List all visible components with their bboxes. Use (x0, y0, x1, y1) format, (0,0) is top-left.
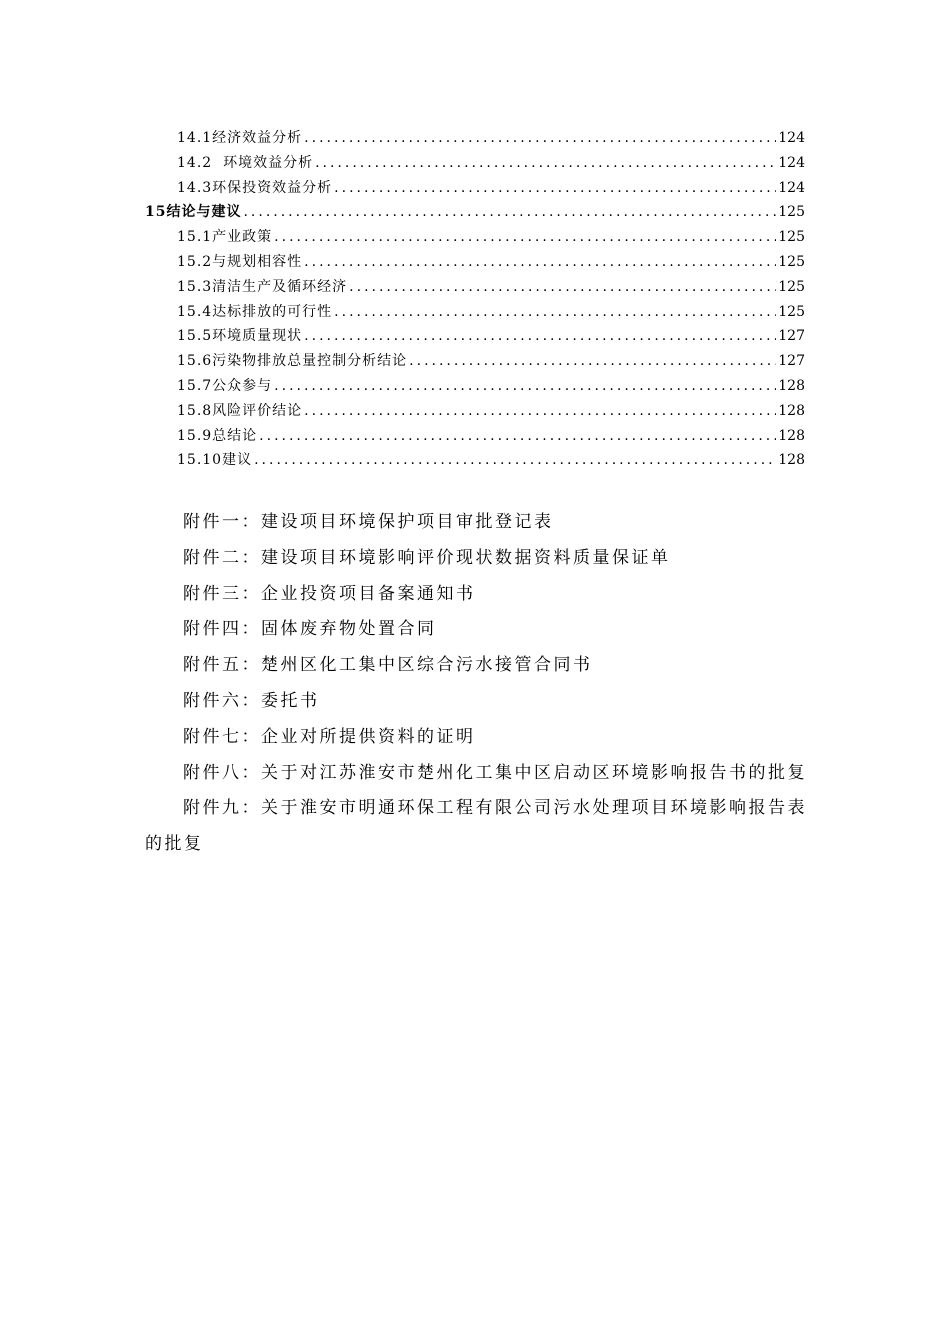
attachment-7: 附件七：企业对所提供资料的证明 (183, 726, 476, 747)
toc-entry-15-2[interactable] (145, 250, 805, 275)
toc-entry-label: 15结论与建议 (145, 204, 242, 221)
toc-page-number: 125 (778, 204, 805, 221)
toc-dot-leader (315, 151, 776, 176)
attachment-6: 附件六：委托书 (183, 690, 320, 711)
toc-page-number: 128 (778, 402, 805, 419)
attachment-1: 附件一：建设项目环境保护项目审批登记表 (183, 512, 554, 532)
toc-dot-leader (274, 225, 776, 250)
toc-entry-label: 15.1产业政策 (177, 229, 273, 246)
toc-entry-label: 15.5环境质量现状 (177, 328, 303, 345)
toc-page-number: 125 (778, 278, 805, 295)
toc-entry-label: 15.3清洁生产及循环经济 (177, 278, 348, 295)
toc-page-number: 128 (778, 427, 805, 444)
attachment-8: 附件八：关于对江苏淮安市楚州化工集中区启动区环境影响报告书的批复 (183, 762, 807, 783)
toc-page-number: 125 (778, 253, 805, 270)
toc-dot-leader (334, 300, 776, 325)
toc-page-number: 128 (778, 452, 805, 469)
toc-page-number: 127 (778, 328, 805, 345)
toc-dot-leader (409, 349, 776, 374)
attachment-4: 附件四：固体废弃物处置合同 (183, 619, 437, 640)
toc-dot-leader (304, 126, 776, 151)
toc-page-number: 125 (778, 303, 805, 320)
toc-entry-15[interactable] (145, 200, 805, 225)
toc-entry-label: 15.8风险评价结论 (177, 402, 303, 419)
toc-dot-leader (304, 324, 776, 349)
toc-dot-leader (259, 424, 776, 449)
toc-dot-leader (349, 275, 776, 300)
toc-page-number: 127 (778, 353, 805, 370)
toc-entry-label: 15.6污染物排放总量控制分析结论 (177, 353, 408, 370)
attachment-list (145, 505, 810, 863)
toc-entry-15-4[interactable] (145, 300, 805, 325)
toc-entry-14-1[interactable] (145, 126, 805, 151)
toc-entry-label: 14.2 环境效益分析 (177, 154, 314, 171)
attachment-2: 附件二：建设项目环境影响评价现状数据资料质量保证单 (183, 547, 671, 568)
attachment-5: 附件五：楚州区化工集中区综合污水接管合同书 (183, 655, 593, 676)
toc-dot-leader (334, 176, 776, 201)
toc-dot-leader (243, 200, 776, 225)
toc-entry-label: 15.4达标排放的可行性 (177, 303, 333, 320)
toc-page-number: 124 (778, 154, 805, 171)
toc-entry-15-1[interactable] (145, 225, 805, 250)
toc-entry-15-10[interactable] (145, 448, 805, 473)
attachment-9: 附件九：关于淮安市明通环保工程有限公司污水处理项目环境影响报告表的批复 (145, 798, 807, 855)
toc-entry-15-5[interactable] (145, 324, 805, 349)
toc-entry-label: 15.2与规划相容性 (177, 253, 303, 270)
table-of-contents (145, 126, 805, 473)
toc-dot-leader (304, 250, 776, 275)
toc-dot-leader (304, 399, 776, 424)
toc-entry-15-9[interactable] (145, 424, 805, 449)
toc-dot-leader (254, 448, 776, 473)
toc-page-number: 124 (778, 130, 805, 146)
toc-page-number: 125 (778, 229, 805, 246)
toc-entry-label: 15.9总结论 (177, 427, 258, 444)
toc-entry-14-2[interactable] (145, 151, 805, 176)
attachment-3: 附件三：企业投资项目备案通知书 (183, 583, 476, 604)
toc-entry-15-7[interactable] (145, 374, 805, 399)
toc-entry-15-3[interactable] (145, 275, 805, 300)
toc-entry-label: 14.3环保投资效益分析 (177, 179, 333, 196)
toc-entry-label: 15.7公众参与 (177, 377, 273, 394)
toc-entry-14-3[interactable] (145, 176, 805, 201)
toc-page-number: 124 (778, 179, 805, 196)
toc-page-number: 128 (778, 377, 805, 394)
toc-entry-15-8[interactable] (145, 399, 805, 424)
toc-dot-leader (274, 374, 776, 399)
toc-entry-15-6[interactable] (145, 349, 805, 374)
toc-entry-label: 15.10建议 (177, 452, 253, 469)
toc-entry-label: 14.1经济效益分析 (177, 130, 303, 146)
